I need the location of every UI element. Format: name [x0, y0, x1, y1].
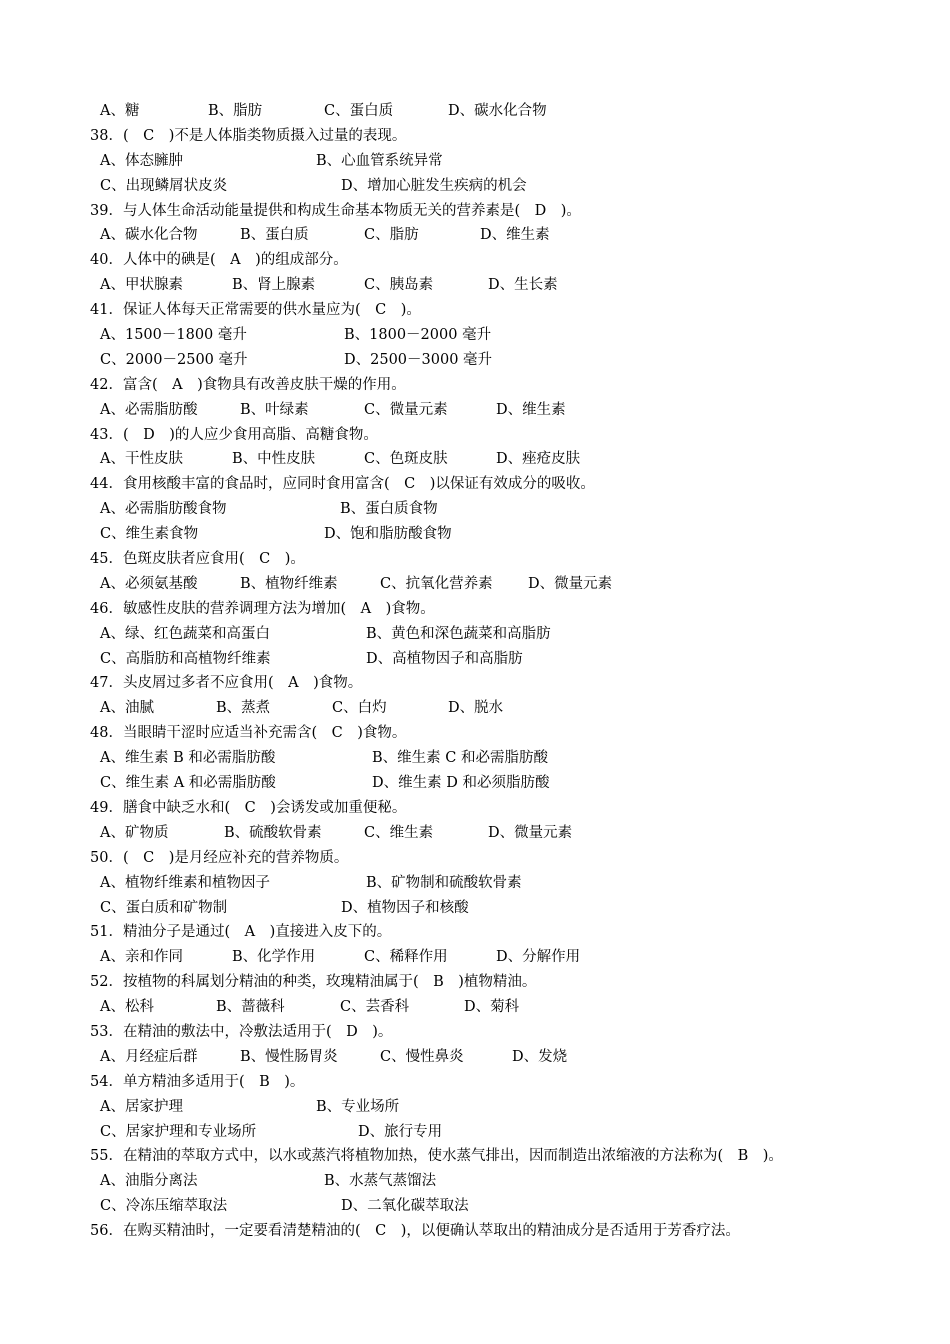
option-item: B、中性皮肤 — [232, 451, 316, 468]
question-text: 40．人体中的碘是( A )的组成部分。 — [90, 252, 348, 269]
option-item: D、微量元素 — [488, 824, 573, 841]
option-item: C、维生素食物 — [100, 526, 199, 543]
option-row — [90, 398, 880, 423]
question-text: 51．精油分子是通过( A )直接进入皮下的。 — [90, 924, 392, 941]
option-item: B、植物纤维素 — [240, 575, 338, 592]
option-item: B、水蒸气蒸馏法 — [324, 1173, 437, 1190]
option-item: D、二氧化碳萃取法 — [341, 1198, 469, 1215]
option-item: B、化学作用 — [232, 949, 316, 966]
option-row — [90, 1045, 880, 1070]
question-text: 45．色斑皮肤者应食用( C )。 — [90, 551, 305, 568]
option-item: C、2000－2500 毫升 — [100, 351, 248, 368]
option-item: D、维生素 D 和必须脂肪酸 — [372, 775, 550, 792]
question-text: 41．保证人体每天正常需要的供水量应为( C )。 — [90, 302, 421, 319]
option-row — [90, 1095, 880, 1120]
option-item: A、干性皮肤 — [100, 451, 183, 468]
option-row — [90, 149, 880, 174]
option-item: C、白灼 — [332, 700, 387, 717]
option-item: B、硫酸软骨素 — [224, 824, 322, 841]
question-text: 38．( C )不是人体脂类物质摄入过量的表现。 — [90, 127, 407, 144]
option-item: C、慢性鼻炎 — [380, 1048, 464, 1065]
option-item: B、蛋白质 — [240, 227, 309, 244]
option-item: C、脂肪 — [364, 227, 419, 244]
option-item: A、体态臃肿 — [100, 152, 183, 169]
option-item: A、绿、红色蔬菜和高蛋白 — [100, 625, 270, 642]
option-row — [90, 1120, 880, 1145]
option-item: C、胰岛素 — [364, 277, 434, 294]
option-item: B、蛋白质食物 — [340, 501, 438, 518]
option-row — [90, 995, 880, 1020]
question-text: 46．敏感性皮肤的营养调理方法为增加( A )食物。 — [90, 600, 435, 617]
option-item: A、矿物质 — [100, 824, 169, 841]
option-item: B、慢性肠胃炎 — [240, 1048, 338, 1065]
option-item: D、维生素 — [496, 401, 566, 418]
question-text: 53．在精油的敷法中，冷敷法适用于( D )。 — [90, 1023, 393, 1040]
option-item: A、维生素 B 和必需脂肪酸 — [100, 750, 276, 767]
option-item: B、脂肪 — [208, 103, 263, 119]
option-row — [90, 447, 880, 472]
question-text: 54．单方精油多适用于( B )。 — [90, 1073, 305, 1090]
option-item: A、必须氨基酸 — [100, 575, 198, 592]
option-item: D、增加心脏发生疾病的机会 — [341, 177, 527, 194]
option-row — [90, 821, 880, 846]
option-item: A、居家护理 — [100, 1098, 183, 1115]
question-text: 50．( C )是月经应补充的营养物质。 — [90, 849, 349, 866]
option-row — [90, 1194, 880, 1219]
option-row — [90, 622, 880, 647]
option-item: B、肾上腺素 — [232, 277, 316, 294]
option-item: A、必需脂肪酸食物 — [100, 501, 227, 518]
option-row — [90, 497, 880, 522]
question-text: 56．在购买精油时，一定要看清楚精油的( C )，以便确认萃取出的精油成分是否适用于芳香疗法。 — [90, 1223, 740, 1240]
question-text: 39．与人体生命活动能量提供和构成生命基本物质无关的营养素是( D )。 — [90, 202, 581, 219]
option-item: C、居家护理和专业场所 — [100, 1123, 257, 1140]
option-row — [90, 99, 880, 124]
question-text: 55．在精油的萃取方式中，以水或蒸汽将植物加热，使水蒸气排出，因而制造出浓缩液的方法称为( B )。 — [90, 1148, 783, 1165]
option-item: A、甲状腺素 — [100, 277, 183, 294]
option-item: A、必需脂肪酸 — [100, 401, 198, 418]
option-item: B、专业场所 — [316, 1098, 400, 1115]
option-item: D、分解作用 — [496, 949, 581, 966]
option-item: D、生长素 — [488, 277, 558, 294]
option-item: A、1500－1800 毫升 — [100, 327, 247, 344]
option-row — [90, 896, 880, 921]
option-item: D、痤疮皮肤 — [496, 451, 581, 468]
option-row — [90, 572, 880, 597]
option-row — [90, 348, 880, 373]
option-row — [90, 174, 880, 199]
question-text: 49．膳食中缺乏水和( C )会诱发或加重便秘。 — [90, 799, 407, 816]
option-item: A、油脂分离法 — [100, 1173, 198, 1190]
option-item: A、松科 — [100, 999, 154, 1016]
option-item: C、抗氧化营养素 — [380, 575, 493, 592]
option-item: B、蔷薇科 — [216, 999, 285, 1016]
option-item: B、维生素 C 和必需脂肪酸 — [372, 750, 548, 767]
option-item: C、维生素 A 和必需脂肪酸 — [100, 775, 276, 792]
option-item: D、旅行专用 — [358, 1123, 443, 1140]
option-row — [90, 273, 880, 298]
option-row — [90, 871, 880, 896]
question-text: 43．( D )的人应少食用高脂、高糖食物。 — [90, 426, 378, 443]
question-text: 47．头皮屑过多者不应食用( A )食物。 — [90, 675, 363, 692]
option-item: D、脱水 — [448, 700, 504, 717]
option-row — [90, 945, 880, 970]
question-text: 52．按植物的科属划分精油的种类，玫瑰精油属于( B )植物精油。 — [90, 974, 537, 991]
option-row — [90, 223, 880, 248]
option-item: C、蛋白质 — [324, 103, 394, 119]
option-item: D、2500－3000 毫升 — [344, 351, 493, 368]
option-item: C、稀释作用 — [364, 949, 448, 966]
option-item: D、发烧 — [512, 1048, 568, 1065]
option-row — [90, 696, 880, 721]
option-item: D、菊科 — [464, 999, 520, 1016]
option-item: C、微量元素 — [364, 401, 448, 418]
option-item: C、蛋白质和矿物制 — [100, 899, 228, 916]
option-item: C、色斑皮肤 — [364, 451, 448, 468]
option-item: D、微量元素 — [528, 575, 613, 592]
option-item: C、维生素 — [364, 824, 434, 841]
option-row — [90, 522, 880, 547]
option-item: A、糖 — [100, 103, 140, 119]
option-item: A、碳水化合物 — [100, 227, 198, 244]
option-item: C、冷冻压缩萃取法 — [100, 1198, 228, 1215]
option-item: B、蒸煮 — [216, 700, 271, 717]
option-item: B、1800－2000 毫升 — [344, 327, 492, 344]
option-item: B、矿物制和硫酸软骨素 — [366, 874, 522, 891]
option-item: B、心血管系统异常 — [316, 152, 443, 169]
option-item: D、饱和脂肪酸食物 — [324, 526, 452, 543]
question-text: 42．富含( A )食物具有改善皮肤干燥的作用。 — [90, 376, 406, 393]
option-item: C、芸香科 — [340, 999, 410, 1016]
option-item: C、出现鳞屑状皮炎 — [100, 177, 228, 194]
option-item: C、高脂肪和高植物纤维素 — [100, 650, 271, 667]
option-row — [90, 1169, 880, 1194]
option-item: A、月经症后群 — [100, 1048, 198, 1065]
option-item: D、高植物因子和高脂肪 — [366, 650, 523, 667]
option-row — [90, 746, 880, 771]
option-item: A、植物纤维素和植物因子 — [100, 874, 270, 891]
question-list — [90, 99, 880, 1244]
option-item: D、植物因子和核酸 — [341, 899, 469, 916]
question-text: 44．食用核酸丰富的食品时，应同时食用富含( C )以保证有效成分的吸收。 — [90, 476, 595, 493]
option-item: B、叶绿素 — [240, 401, 309, 418]
question-text: 48．当眼睛干涩时应适当补充需含( C )食物。 — [90, 725, 407, 742]
option-row — [90, 647, 880, 672]
option-item: D、维生素 — [480, 227, 550, 244]
option-item: B、黄色和深色蔬菜和高脂肪 — [366, 625, 551, 642]
option-row — [90, 771, 880, 796]
option-item: D、碳水化合物 — [448, 103, 547, 119]
option-item: A、油腻 — [100, 700, 154, 717]
option-row — [90, 323, 880, 348]
option-item: A、亲和作同 — [100, 949, 183, 966]
